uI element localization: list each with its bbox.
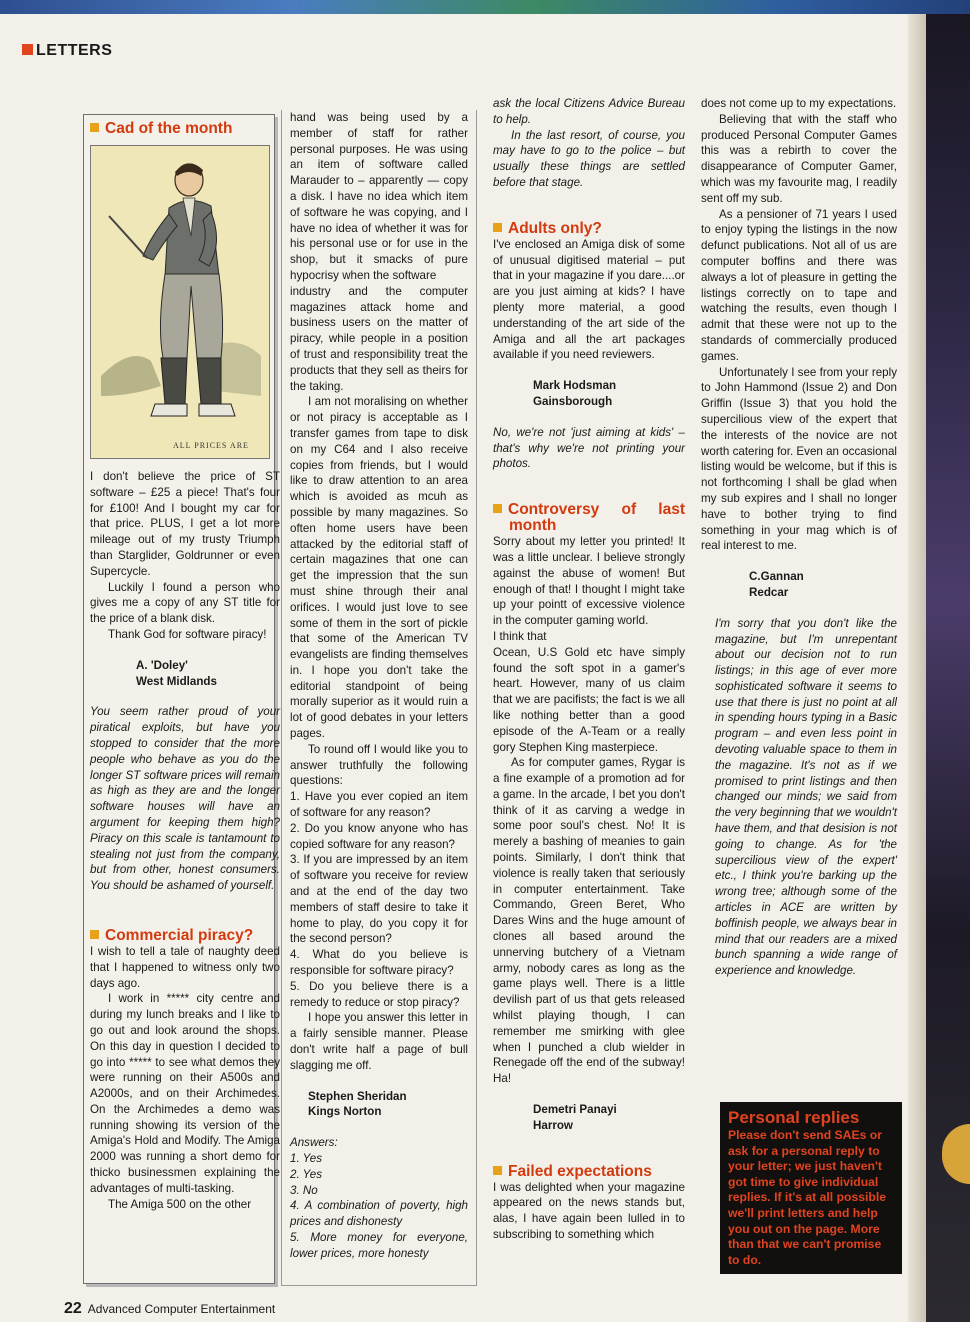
gannan-signature-place: Redcar [749, 585, 789, 599]
golfer-figure-icon [91, 146, 269, 458]
gannan-signature-name: C.Gannan [749, 570, 804, 584]
personal-replies-box [720, 1102, 902, 1274]
column-3 [493, 96, 685, 1243]
sheridan-signature-place: Kings Norton [308, 1105, 382, 1119]
section-title: LETTERS [36, 42, 113, 59]
commercial-para-2: I work in ***** city centre and during my lunch breaks and I like to go out and look around the shops. On this day in question I decided to go into ***** to see what demos they were running on their A500s and A2000s, and on their Archimedes. On the Archimedes a demo was running showing its version of the Amiga's Hold and Modify. The Amiga 2000 was running a short demo for thicko businessmen explaining the advantages of multi-tasking. [90, 992, 280, 1195]
section-header [22, 42, 112, 60]
col4-para-3: As a pensioner of 71 years I used to enjoy typing the listings in the now defunct publications. Not all of us are computer boffins and there was always a lot of pleasure in getting the listings correctly on to tape and watching the results, even though I admit that these were not up to the standards of commercially produced games. [701, 207, 897, 363]
controversy-para-2: I think that [493, 629, 547, 643]
gannan-editor-reply: I'm sorry that you don't like the magazine, but I'm unrepentant about our decision not to run listings; in this age of ever more sophisticated software it seems to use that there is just no point at all in spending hours typing in a Basic program – and even less point in devoting valuable space to them in the magazine. It's not as if we promised to print listings and then changed our minds; we said from the very beginning that we wouldn't have them, and that desision is not going to change. As for 'the supercilious view of the expert' etc., I think you're barking up the wrong tree; although some of the articles in ACE are written by boffinish people, we always bear in mind that our readers are a mixed bunch spanning a wide range of experience and knowledge. [715, 616, 897, 978]
question-1: 1. Have you ever copied an item of software for any reason? [290, 790, 468, 820]
cad-para-2: Luckily I found a person who gives me a copy of any ST title for the price of a blank disk. [90, 580, 280, 626]
cad-editor-reply: You seem rather proud of your piratical exploits, but have you stopped to consider that the more people who behave as you do the longer ST software prices will remain as high as they are and the longer software houses will have an argument for keeping them high? Piracy on this scale is tantamount to stealing not just from the company, but from other, honest consumers. You should be ashamed of yourself. [90, 705, 280, 893]
section-marker-icon [22, 44, 33, 55]
hodsman-signature-place: Gainsborough [533, 394, 613, 408]
bullet-square-icon [493, 504, 502, 513]
controversy-heading: Controversy of last month [493, 502, 685, 534]
question-3: 3. If you are impressed by an item of software you receive for review and at the end of the day two members of staff desire to take it home to play, do you copy it for the second person? [290, 853, 468, 946]
failed-expectations-para: I was delighted when your magazine appeared on the news stands but, alas, I have again been lulled in to subscribing to something which [493, 1180, 685, 1242]
personal-replies-body: Please don't send SAEs or ask for a personal reply to your letter; we just haven't got time to give individual replies. If it's at all possible we'll print letters and help you out on the page. More than that we can't promise to do. [728, 1128, 887, 1267]
commercial-para-3: The Amiga 500 on the other [108, 1197, 252, 1211]
column-2 [281, 110, 477, 1286]
bullet-square-icon [493, 1166, 502, 1175]
question-5: 5. Do you believe there is a remedy to reduce or stop piracy? [290, 979, 468, 1009]
col2-para-closing: I hope you answer this letter in a fairly sensible manner. Please don't write half a page of bull slagging me off. [290, 1011, 468, 1072]
adults-heading: Adults only? [493, 221, 685, 237]
answer-2: 2. Yes [290, 1167, 323, 1181]
page-number: 22 [64, 1300, 82, 1317]
col4-para-2: Believing that with the staff who produced Personal Computer Games this was a rebirth to cover the disappearance of Computer Gamer, which was my favourite mag, I readily sent off my sub. [701, 112, 897, 205]
col3-intro-2: In the last resort, of course, you may have to go to the police – but usually these things are settled before that stage. [493, 128, 685, 189]
page-footer [64, 1300, 275, 1318]
failed-expectations-heading: Failed expectations [493, 1164, 685, 1180]
cad-para-3: Thank God for software piracy! [108, 627, 267, 641]
bullet-square-icon [493, 223, 502, 232]
cad-of-the-month-box [83, 114, 280, 1284]
cad-signature-name: A. 'Doley' [136, 658, 188, 672]
answer-4: 4. A combination of poverty, high prices and dishonesty [290, 1199, 468, 1229]
golfer-illustration [90, 145, 270, 459]
page-gutter [908, 14, 926, 1322]
column-4 [701, 96, 897, 979]
cad-heading: Cad of the month [90, 121, 280, 137]
answer-1: 1. Yes [290, 1152, 323, 1165]
hodsman-signature-name: Mark Hodsman [533, 379, 617, 393]
adults-editor-reply: No, we're not 'just aiming at kids' – that's why we're not printing your photos. [493, 425, 685, 471]
answers-heading: Answers: [290, 1136, 338, 1150]
col4-para-1: does not come up to my expectations. [701, 97, 897, 110]
answer-5: 5. More money for everyone, lower prices, more honesty [290, 1230, 468, 1260]
controversy-para-3: Ocean, U.S Gold etc have simply found the soft spot in a gamer's heart. However, many of us claim that we are pacifists; the fact is we all like nothing better than a good episode of the A-Team or a really gory Stephen King masterpiece. [493, 645, 685, 754]
col4-para-4: Unfortunately I see from your reply to John Hammond (Issue 2) and Don Griffin (Issue 3) that you hold the supercilious view of the expert that the interests of the novice are not worth catering for. Even an occasional listing would be welcome, but if this is not forthcoming I shall be glad when my sub expires and I shall no longer have to bother trying to find something in your mag which is of real interest to me. [701, 365, 897, 553]
adjacent-page-edge [908, 14, 970, 1322]
commercial-para-1: I wish to tell a tale of naughty deed that I happened to witness only two days ago. [90, 944, 280, 990]
magazine-name: Advanced Computer Entertainment [87, 1302, 276, 1316]
col2-para-2: industry and the computer magazines attack home and business users on the matter of piracy, while people in a position of trust and responsibility treat the products that they sell as theirs for the taking. [290, 284, 468, 393]
commercial-heading: Commercial piracy? [90, 928, 280, 944]
question-4: 4. What do you believe is responsible for software piracy? [290, 948, 468, 978]
personal-replies-title: Personal replies [728, 1108, 860, 1127]
bullet-square-icon [90, 123, 99, 132]
col2-para-1: hand was being used by a member of staff for rather personal purposes. He was using an item of software called Marauder to – apparently — copy a disk. I have no idea which item of software he was copying, and I have no idea of whether it was for his personal use or for use in the shop, but it smacks of pure hypocrisy when the software [290, 111, 468, 282]
controversy-para-4: As for computer games, Rygar is a fine example of a promotion ad for a game. In the arcade, I bet you don't think of it as carving a wedge in some poor soul's chest. No! It is merely a bashing of meanies to gain points. Similarly, I don't think that violence is really taken that seriously in computer entertainment. Take Commando, Green Beret, Who Dares Wins and the huge amount of clones all based around the unnerving butchery of a Vietnam army, nobody cares as long as the game plays well. There is a little devilish part of us that gets released whilst playing though, I can remember me smirking with glee when I punched a club wielder in Renegade off the end of the subway! Ha! [493, 756, 685, 1086]
panayi-signature-name: Demetri Panayi [533, 1103, 617, 1117]
decorative-disc [942, 1124, 970, 1184]
panayi-signature-place: Harrow [533, 1118, 573, 1132]
col3-intro-1: ask the local Citizens Advice Bureau to help. [493, 97, 685, 126]
cad-para-1: I don't believe the price of ST software – £25 a piece! That's four for £100! And I bought my car for that price. PLUS, I get a lot more mileage out of my trusty Triumph than Starglider, Goldrunner or even Supercycle. [90, 470, 280, 578]
illustration-caption: ALL PRICES ARE [173, 441, 249, 451]
controversy-para-1: Sorry about my letter you printed! It was a little unclear. I believe strongly against the abuse of women! But enough of that! I thought I might take up your pointt of excessive violence in the computer gaming world. [493, 535, 685, 628]
bullet-square-icon [90, 930, 99, 939]
letters-page [65, 94, 907, 1286]
cad-signature-place: West Midlands [136, 674, 217, 688]
answer-3: 3. No [290, 1183, 318, 1197]
question-2: 2. Do you know anyone who has copied software for any reason? [290, 821, 468, 851]
adults-para: I've enclosed an Amiga disk of some of unusual digitised material – put that in your magazine if you dare....or are you just aiming at kids? I have plenty more material, a good understanding of the art side of the Amiga and all the art packages available if you need reviewers. [493, 237, 685, 362]
col2-para-4: To round off I would like you to answer truthfully the following questions: [290, 742, 468, 788]
col2-para-3: I am not moralising on whether or not piracy is acceptable as I transfer games from tape to disk on my C64 and I also receive copies from friends, but I would like to draw attention to an area which is avoided as mcuh as possible by many magazines. So often home users have been attacked by the editorial staff of certain magazines that one can get the impression that the sun must shine through their anal orifices. I would just love to see some of them in the sort of pickle that some of the American TV evangelists are finding themselves in. I hope you don't take the editorial standpoint of being morally superior as it would ruin a lot of good debates in your letters pages. [290, 395, 468, 741]
top-decorative-strip [0, 0, 970, 14]
sheridan-signature-name: Stephen Sheridan [308, 1089, 407, 1103]
